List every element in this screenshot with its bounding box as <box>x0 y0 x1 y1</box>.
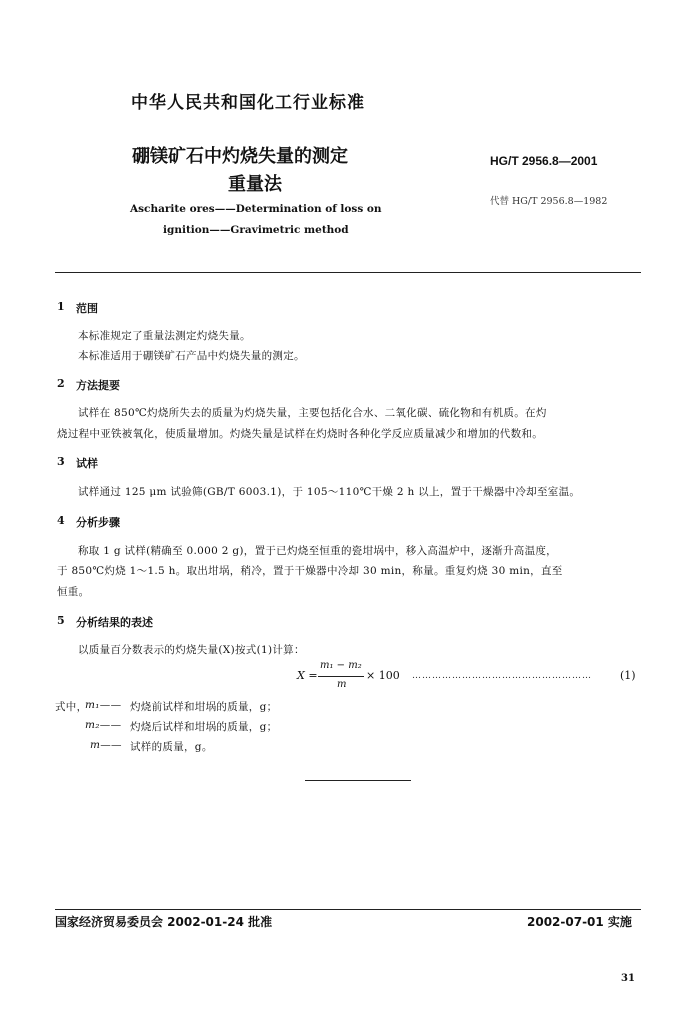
footer-divider <box>55 909 641 910</box>
formula-lhs: X = <box>297 669 318 682</box>
section-5-title: 分析结果的表述 <box>76 616 153 629</box>
formula-numerator: m₁ − m₂ <box>320 660 362 671</box>
section-4-number: 4 <box>57 514 65 527</box>
where-desc-m2: 灼烧后试样和坩埚的质量，g； <box>130 721 278 733</box>
section-4-line-2: 于 850℃灼烧 1～1.5 h。取出坩埚，稍冷，置于干燥器中冷却 30 min，称量。重复灼烧 30 min，直至 <box>57 565 563 577</box>
section-4-line-1: 称取 1 g 试样(精确至 0.000 2 g)，置于已灼烧至恒重的瓷坩埚中，移入高温炉中，逐渐升高温度， <box>78 545 557 557</box>
formula-leader-dots: ……………………………………………… <box>412 671 592 681</box>
standard-code: HG/T 2956.8—2001 <box>490 154 598 168</box>
section-4-title: 分析步骤 <box>76 516 120 529</box>
section-2-line-1: 试样在 850℃灼烧所失去的质量为灼烧失量，主要包括化合水、二氧化碳、硫化物和有机质。在灼 <box>78 407 547 419</box>
where-symbol-m1: m₁—— <box>85 699 122 711</box>
section-1-line-1: 本标准规定了重量法测定灼烧失量。 <box>78 330 251 342</box>
formula-denominator: m <box>337 679 347 690</box>
implementation-date: 2002-07-01 实施 <box>527 915 632 929</box>
section-2-line-2: 烧过程中亚铁被氧化，使质量增加。灼烧失量是试样在灼烧时各种化学反应质量减少和增加的代数和。 <box>57 428 543 440</box>
header-divider <box>55 272 641 273</box>
section-5-number: 5 <box>57 614 65 627</box>
replaces-note: 代替 HG/T 2956.8—1982 <box>490 196 608 207</box>
section-1-line-2: 本标准适用于硼镁矿石产品中灼烧失量的测定。 <box>78 350 305 362</box>
section-1-title: 范围 <box>76 302 98 315</box>
page-number: 31 <box>621 973 635 984</box>
formula-equation-number: (1) <box>620 669 636 682</box>
section-3-line-1: 试样通过 125 μm 试验筛(GB/T 6003.1)，于 105～110℃干燥 2 h 以上，置于干燥器中冷却至室温。 <box>78 486 581 498</box>
section-3-title: 试样 <box>76 457 98 470</box>
section-2-title: 方法提要 <box>76 379 120 392</box>
section-2-number: 2 <box>57 377 65 390</box>
section-4-line-3: 恒重。 <box>57 586 90 598</box>
section-1-number: 1 <box>57 300 65 313</box>
end-of-text-rule <box>305 780 411 781</box>
title-en-line2: ignition——Gravimetric method <box>163 224 349 236</box>
section-3-number: 3 <box>57 455 65 468</box>
approval-date: 国家经济贸易委员会 2002-01-24 批准 <box>55 915 273 929</box>
formula-times: × 100 <box>366 669 400 682</box>
where-symbol-m2: m₂—— <box>85 719 122 731</box>
standard-category-header: 中华人民共和国化工行业标准 <box>131 93 365 113</box>
where-desc-m1: 灼烧前试样和坩埚的质量，g； <box>130 701 278 713</box>
title-zh-line2: 重量法 <box>228 174 282 195</box>
title-zh-line1: 硼镁矿石中灼烧失量的测定 <box>132 146 348 167</box>
title-en-line1: Ascharite ores——Determination of loss on <box>130 203 382 215</box>
where-symbol-m: m—— <box>90 739 122 751</box>
where-prefix: 式中， <box>55 701 88 713</box>
formula-fraction-bar <box>318 676 364 677</box>
section-5-line-1: 以质量百分数表示的灼烧失量(X)按式(1)计算： <box>78 644 305 656</box>
where-desc-m: 试样的质量，g。 <box>130 741 213 753</box>
